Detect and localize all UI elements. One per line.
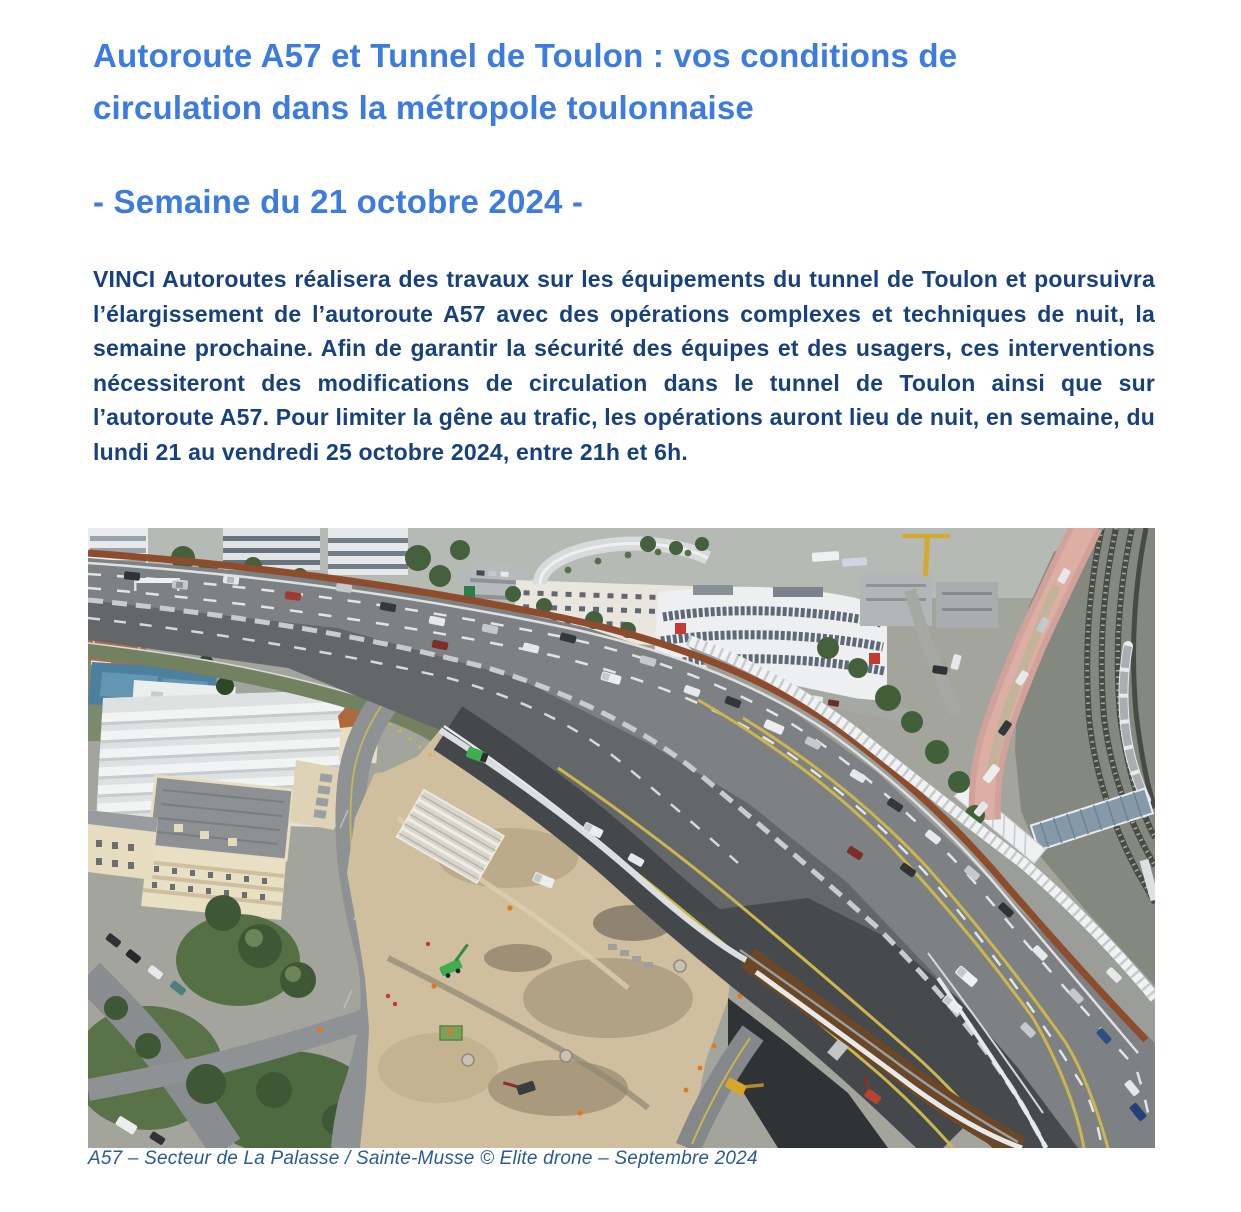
manhole-well [674, 960, 686, 972]
garage-row [290, 760, 340, 830]
aerial-photo-figure [88, 528, 1155, 1169]
photo-caption: A57 – Secteur de La Palasse / Sainte-Musse © Elite drone – Septembre 2024 [88, 1148, 758, 1169]
article-subtitle: - Semaine du 21 octobre 2024 - [93, 183, 584, 220]
apartment-building-b [88, 810, 158, 880]
article-title [93, 30, 1158, 134]
red-logo-sign [675, 623, 686, 634]
article-title-line2: circulation dans la métropole toulonnaise [93, 89, 754, 126]
aerial-photo-a57 [88, 528, 1155, 1148]
article-body: VINCI Autoroutes réalisera des travaux sur les équipements du tunnel de Toulon et poursuivra l’élargissement de l’autoroute A57 avec des opérations complexes et techniques de nuit, la semaine prochaine. Afin de garantir la sécurité des équipes et des usagers, ces interventions nécessiteront des modifications de circulation dans le tunnel de Toulon ainsi que sur l’autoroute A57. Pour limiter la gêne au trafic, les opérations auront lieu de nuit, en semaine, du lundi 21 au vendredi 25 octobre 2024, entre 21h et 6h. [93, 266, 1155, 465]
article-title-line1: Autoroute A57 et Tunnel de Toulon : vos conditions de [93, 37, 958, 74]
industrial-sheds [860, 574, 998, 628]
